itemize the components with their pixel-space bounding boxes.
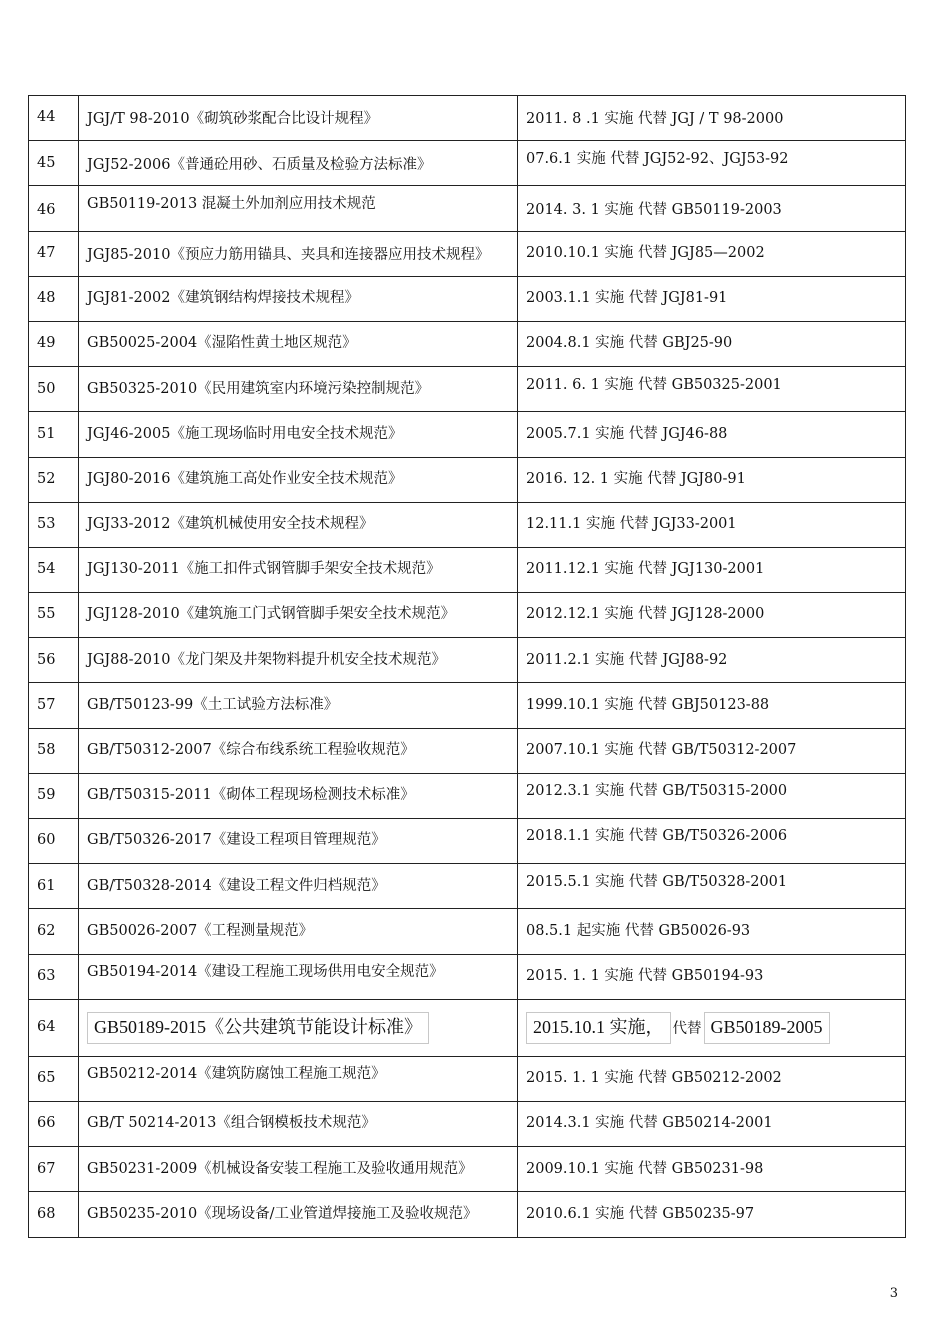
table-row — [29, 819, 906, 864]
table-row — [29, 321, 906, 366]
row-number: 66 — [29, 1101, 79, 1146]
table-row — [29, 1192, 906, 1237]
standard-code-title: GB/T50315-2011《砌体工程现场检测技术标准》 — [79, 773, 518, 818]
table-row — [29, 276, 906, 321]
row-number: 57 — [29, 683, 79, 728]
table-row — [29, 638, 906, 683]
implementation-note: 2004.8.1 实施 代替 GBJ25-90 — [518, 321, 906, 366]
standard-code-title: GB50325-2010《民用建筑室内环境污染控制规范》 — [79, 367, 518, 412]
table-row — [29, 1101, 906, 1146]
standard-code-title: JGJ52-2006《普通砼用砂、石质量及检验方法标准》 — [79, 141, 518, 186]
table-row — [29, 96, 906, 141]
standard-code-title: JGJ/T 98-2010《砌筑砂浆配合比设计规程》 — [79, 96, 518, 141]
table-row — [29, 502, 906, 547]
table-row — [29, 999, 906, 1056]
implementation-note: 2005.7.1 实施 代替 JGJ46-88 — [518, 412, 906, 457]
standard-code-title: GB/T50326-2017《建设工程项目管理规范》 — [79, 819, 518, 864]
implementation-note: 2015.5.1 实施 代替 GB/T50328-2001 — [518, 864, 906, 909]
implementation-note: 2015. 1. 1 实施 代替 GB50194-93 — [518, 954, 906, 999]
row-number: 63 — [29, 954, 79, 999]
row-number: 52 — [29, 457, 79, 502]
table-row — [29, 231, 906, 276]
standard-code-title: GB50212-2014《建筑防腐蚀工程施工规范》 — [79, 1056, 518, 1101]
row-number: 53 — [29, 502, 79, 547]
implementation-note: 2014. 3. 1 实施 代替 GB50119-2003 — [518, 186, 906, 231]
standard-code-title: GB50026-2007《工程测量规范》 — [79, 909, 518, 954]
implementation-note: 12.11.1 实施 代替 JGJ33-2001 — [518, 502, 906, 547]
implementation-note: 2015.10.1 实施， 代替 GB50189-2005 — [518, 999, 906, 1056]
table-row — [29, 1147, 906, 1192]
implementation-note: 2012.12.1 实施 代替 JGJ128-2000 — [518, 593, 906, 638]
standard-code-title: JGJ81-2002《建筑钢结构焊接技术规程》 — [79, 276, 518, 321]
row-number: 64 — [29, 999, 79, 1056]
row-number: 54 — [29, 547, 79, 592]
standard-code-title: JGJ130-2011《施工扣件式钢管脚手架安全技术规范》 — [79, 547, 518, 592]
standard-code-title: GB/T50123-99《土工试验方法标准》 — [79, 683, 518, 728]
row-number: 55 — [29, 593, 79, 638]
implementation-note: 2015. 1. 1 实施 代替 GB50212-2002 — [518, 1056, 906, 1101]
row-number: 59 — [29, 773, 79, 818]
row-number: 51 — [29, 412, 79, 457]
implementation-note: 1999.10.1 实施 代替 GBJ50123-88 — [518, 683, 906, 728]
implementation-note: 2010.10.1 实施 代替 JGJ85—2002 — [518, 231, 906, 276]
implementation-note: 08.5.1 起实施 代替 GB50026-93 — [518, 909, 906, 954]
table-row — [29, 773, 906, 818]
row-number: 47 — [29, 231, 79, 276]
implementation-note: 2016. 12. 1 实施 代替 JGJ80-91 — [518, 457, 906, 502]
table-row — [29, 412, 906, 457]
row-number: 50 — [29, 367, 79, 412]
standard-code-title: GB/T 50214-2013《组合钢模板技术规范》 — [79, 1101, 518, 1146]
row-number: 56 — [29, 638, 79, 683]
implementation-note: 07.6.1 实施 代替 JGJ52-92、JGJ53-92 — [518, 141, 906, 186]
table-row — [29, 141, 906, 186]
page-number: 3 — [889, 1286, 898, 1301]
standard-code-title: GB50235-2010《现场设备/工业管道焊接施工及验收规范》 — [79, 1192, 518, 1237]
row-number: 58 — [29, 728, 79, 773]
row-number: 46 — [29, 186, 79, 231]
row-number: 68 — [29, 1192, 79, 1237]
standard-code-title: GB50194-2014《建设工程施工现场供用电安全规范》 — [79, 954, 518, 999]
implementation-note: 2010.6.1 实施 代替 GB50235-97 — [518, 1192, 906, 1237]
standard-code-title: JGJ46-2005《施工现场临时用电安全技术规范》 — [79, 412, 518, 457]
table-row — [29, 728, 906, 773]
standards-table — [28, 95, 906, 1238]
standard-code-title: GB50025-2004《湿陷性黄土地区规范》 — [79, 321, 518, 366]
table-row — [29, 367, 906, 412]
row-number: 67 — [29, 1147, 79, 1192]
table-row — [29, 186, 906, 231]
row-number: 44 — [29, 96, 79, 141]
standard-code-title: JGJ128-2010《建筑施工门式钢管脚手架安全技术规范》 — [79, 593, 518, 638]
row-number: 49 — [29, 321, 79, 366]
standard-code-title: JGJ80-2016《建筑施工高处作业安全技术规范》 — [79, 457, 518, 502]
standard-code-title: GB/T50328-2014《建设工程文件归档规范》 — [79, 864, 518, 909]
implementation-note: 2014.3.1 实施 代替 GB50214-2001 — [518, 1101, 906, 1146]
row-number: 65 — [29, 1056, 79, 1101]
table-row — [29, 457, 906, 502]
implementation-note: 2011.2.1 实施 代替 JGJ88-92 — [518, 638, 906, 683]
table-row — [29, 864, 906, 909]
implementation-note: 2011. 8 .1 实施 代替 JGJ / T 98-2000 — [518, 96, 906, 141]
implementation-note: 2012.3.1 实施 代替 GB/T50315-2000 — [518, 773, 906, 818]
table-row — [29, 683, 906, 728]
table-row — [29, 954, 906, 999]
standard-code-title: GB/T50312-2007《综合布线系统工程验收规范》 — [79, 728, 518, 773]
standard-code-title: JGJ85-2010《预应力筋用锚具、夹具和连接器应用技术规程》 — [79, 231, 518, 276]
implementation-note: 2009.10.1 实施 代替 GB50231-98 — [518, 1147, 906, 1192]
row-number: 61 — [29, 864, 79, 909]
standard-code-title: GB50231-2009《机械设备安装工程施工及验收通用规范》 — [79, 1147, 518, 1192]
row-number: 60 — [29, 819, 79, 864]
implementation-note: 2007.10.1 实施 代替 GB/T50312-2007 — [518, 728, 906, 773]
standard-code-title: GB50119-2013 混凝土外加剂应用技术规范 — [79, 186, 518, 231]
row-number: 45 — [29, 141, 79, 186]
standard-code-title: GB50189-2015《公共建筑节能设计标准》 — [79, 999, 518, 1056]
implementation-note: 2003.1.1 实施 代替 JGJ81-91 — [518, 276, 906, 321]
table-row — [29, 1056, 906, 1101]
table-row — [29, 909, 906, 954]
implementation-note: 2018.1.1 实施 代替 GB/T50326-2006 — [518, 819, 906, 864]
row-number: 48 — [29, 276, 79, 321]
table-row — [29, 593, 906, 638]
row-number: 62 — [29, 909, 79, 954]
implementation-note: 2011. 6. 1 实施 代替 GB50325-2001 — [518, 367, 906, 412]
table-row — [29, 547, 906, 592]
implementation-note: 2011.12.1 实施 代替 JGJ130-2001 — [518, 547, 906, 592]
standard-code-title: JGJ88-2010《龙门架及井架物料提升机安全技术规范》 — [79, 638, 518, 683]
standard-code-title: JGJ33-2012《建筑机械使用安全技术规程》 — [79, 502, 518, 547]
